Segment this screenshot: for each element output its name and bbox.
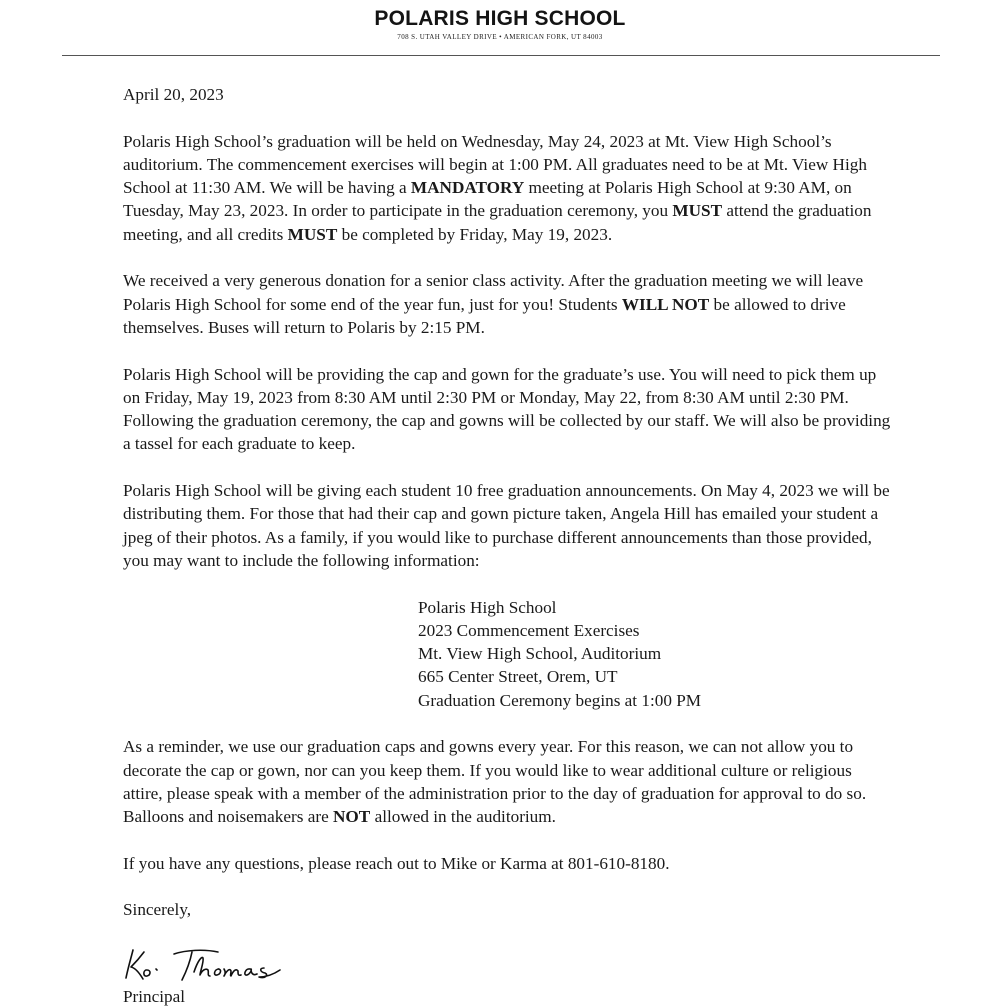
emphasis-will-not: WILL NOT [621, 294, 710, 314]
announcement-info-line: Polaris High School [418, 597, 557, 617]
announcement-info-block [418, 596, 893, 712]
text-segment: As a reminder, we use our graduation caps and gowns every year. For this reason, we can not allow you to decorate the cap or gown, nor can you keep them. If you would like to wear additional culture or religious attire, please speak with a member of the administration prior to the day of graduation for approval to do so. Balloons and noisemakers are [123, 737, 867, 827]
paragraph-senior-activity [123, 269, 893, 339]
text-segment: meeting at Polaris High School at 9:30 AM, on Tuesday, May 23, 2023. In order to participate in the graduation ceremony, you [123, 178, 852, 221]
letter-date: April 20, 2023 [123, 85, 224, 104]
letterhead [0, 6, 1000, 42]
letterhead-divider [62, 55, 940, 56]
announcement-info-line: Graduation Ceremony begins at 1:00 PM [418, 690, 702, 710]
paragraph-contact: If you have any questions, please reach out to Mike or Karma at 801-610-8180. [123, 853, 670, 873]
letter-body [123, 83, 893, 945]
emphasis-mandatory: MANDATORY [410, 178, 525, 198]
text-segment: allowed in the auditorium. [370, 807, 556, 827]
announcement-info-line: 2023 Commencement Exercises [418, 620, 640, 640]
announcement-info-line: Mt. View High School, Auditorium [418, 644, 662, 664]
paragraph-announcements: Polaris High School will be giving each student 10 free graduation announcements. On May 4, 2023 we will be distributing them. For those that had their cap and gown picture taken, Angela Hill has emailed your student a jpeg of their photos. As a family, if you would like to purchase different announcements than those provided, you may want to include the following information: [123, 481, 890, 570]
text-segment: be allowed to drive themselves. Buses will return to Polaris by 2:15 PM. [123, 294, 846, 337]
paragraph-reminder [123, 735, 893, 828]
emphasis-must: MUST [672, 201, 723, 221]
signer-title: Principal [123, 987, 186, 1006]
text-segment: We received a very generous donation for a senior class activity. After the graduation meeting we will leave Polaris High School for some end of the year fun, just for you! Students [123, 271, 864, 314]
text-segment: attend the graduation meeting, and all credits [123, 201, 872, 244]
school-address: 708 S. UTAH VALLEY DRIVE • AMERICAN FORK, UT 84003 [397, 33, 603, 41]
paragraph-graduation-details [123, 130, 893, 246]
school-name: POLARIS HIGH SCHOOL [374, 7, 626, 30]
emphasis-not: NOT [333, 807, 371, 827]
announcement-info-line: 665 Center Street, Orem, UT [418, 667, 618, 687]
letter-closing: Sincerely, [123, 900, 192, 920]
emphasis-must: MUST [287, 224, 338, 244]
paragraph-cap-and-gown: Polaris High School will be providing the cap and gown for the graduate’s use. You will need to pick them up on Friday, May 19, 2023 from 8:30 AM until 2:30 PM or Monday, May 22, from 8:30 AM until 2:30 PM. Following the graduation ceremony, the cap and gowns will be collected by our staff. We will also be providing a tassel for each graduate to keep. [123, 364, 891, 454]
text-segment: Polaris High School’s graduation will be held on Wednesday, May 24, 2023 at Mt. View High School’s auditorium. The commencement exercises will begin at 1:00 PM. All graduates need to be at Mt. View High School at 11:30 AM. We will be having a [123, 131, 867, 198]
text-segment: be completed by Friday, May 19, 2023. [337, 224, 613, 244]
signature [116, 944, 286, 984]
